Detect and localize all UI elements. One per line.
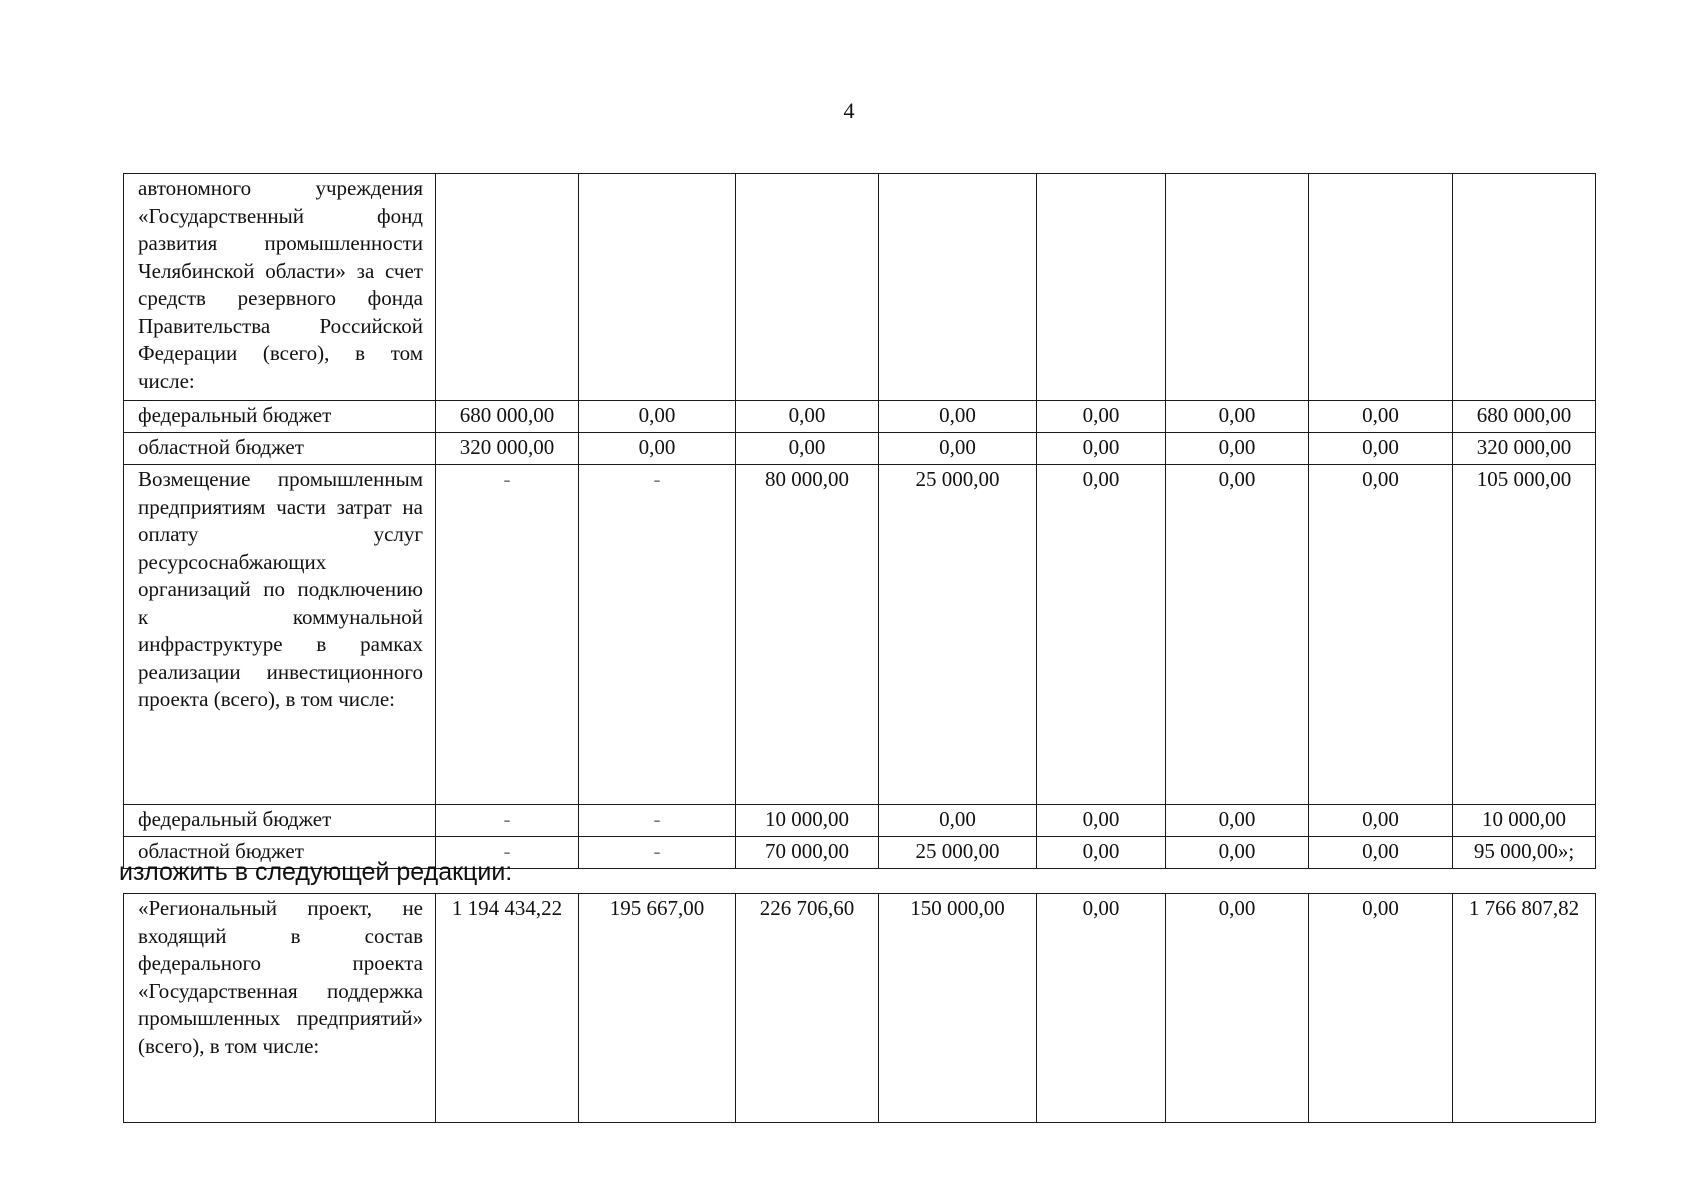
row-description: Возмещение промышленным предприятиям части затрат на оплату услуг ресурсоснабжающих организаций по подключению к коммунальной инфраструктуре в рамках реализации инвестиционного проекта (всего), в том числе: xyxy=(124,465,436,805)
value-cell: 95 000,00»; xyxy=(1453,837,1596,869)
value-cell: 0,00 xyxy=(736,401,879,433)
value-cell: 105 000,00 xyxy=(1453,465,1596,805)
value-cell: 0,00 xyxy=(1037,805,1166,837)
value-cell: 0,00 xyxy=(1309,837,1453,869)
table-row xyxy=(124,433,1596,465)
value-cell: 0,00 xyxy=(1309,465,1453,805)
value-cell: 150 000,00 xyxy=(879,894,1037,1123)
value-cell xyxy=(1453,174,1596,401)
table-row xyxy=(124,465,1596,805)
value-cell xyxy=(436,174,579,401)
table-row xyxy=(124,401,1596,433)
value-cell: 320 000,00 xyxy=(1453,433,1596,465)
page-number: 4 xyxy=(843,98,855,123)
value-cell: 0,00 xyxy=(579,401,736,433)
value-cell xyxy=(1037,174,1166,401)
value-cell: 0,00 xyxy=(1166,837,1309,869)
value-cell xyxy=(1309,174,1453,401)
value-cell: 0,00 xyxy=(1037,433,1166,465)
value-cell: 0,00 xyxy=(1166,465,1309,805)
row-description: «Региональный проект, не входящий в состав федерального проекта «Государственная поддержка промышленных предприятий» (всего), в том числе: xyxy=(124,894,436,1123)
value-cell: 25 000,00 xyxy=(879,465,1037,805)
value-cell: - xyxy=(579,837,736,869)
value-cell: 0,00 xyxy=(1309,401,1453,433)
value-cell xyxy=(879,174,1037,401)
value-cell xyxy=(579,174,736,401)
value-cell: - xyxy=(579,465,736,805)
value-cell: 680 000,00 xyxy=(436,401,579,433)
table-row xyxy=(124,894,1596,1123)
value-cell: 0,00 xyxy=(579,433,736,465)
row-description: областной бюджет xyxy=(124,837,436,869)
value-cell: 0,00 xyxy=(1037,837,1166,869)
value-cell: - xyxy=(436,465,579,805)
table-row xyxy=(124,174,1596,401)
value-cell xyxy=(736,174,879,401)
value-cell: 0,00 xyxy=(1037,465,1166,805)
value-cell xyxy=(1166,174,1309,401)
row-description: федеральный бюджет xyxy=(124,805,436,837)
value-cell: 320 000,00 xyxy=(436,433,579,465)
editorial-instruction: изложить в следующей редакции: xyxy=(119,858,513,886)
value-cell: - xyxy=(436,805,579,837)
value-cell: 0,00 xyxy=(1037,894,1166,1123)
budget-table-new xyxy=(123,893,1596,1123)
value-cell: - xyxy=(436,837,579,869)
value-cell: 70 000,00 xyxy=(736,837,879,869)
value-cell: 0,00 xyxy=(1166,805,1309,837)
value-cell: 10 000,00 xyxy=(1453,805,1596,837)
value-cell: 0,00 xyxy=(1309,433,1453,465)
value-cell: 0,00 xyxy=(1166,401,1309,433)
value-cell: 10 000,00 xyxy=(736,805,879,837)
value-cell: - xyxy=(579,805,736,837)
value-cell: 0,00 xyxy=(736,433,879,465)
value-cell: 0,00 xyxy=(1309,805,1453,837)
value-cell: 1 194 434,22 xyxy=(436,894,579,1123)
value-cell: 0,00 xyxy=(1309,894,1453,1123)
value-cell: 195 667,00 xyxy=(579,894,736,1123)
value-cell: 1 766 807,82 xyxy=(1453,894,1596,1123)
value-cell: 0,00 xyxy=(879,433,1037,465)
value-cell: 0,00 xyxy=(879,401,1037,433)
row-description: автономного учреждения «Государственный фонд развития промышленности Челябинской области» за счет средств резервного фонда Правительства Российской Федерации (всего), в том числе: xyxy=(124,174,436,401)
value-cell: 0,00 xyxy=(1166,433,1309,465)
value-cell: 0,00 xyxy=(1037,401,1166,433)
value-cell: 0,00 xyxy=(1166,894,1309,1123)
budget-table-old xyxy=(123,173,1596,869)
row-description: федеральный бюджет xyxy=(124,401,436,433)
value-cell: 0,00 xyxy=(879,805,1037,837)
row-description: областной бюджет xyxy=(124,433,436,465)
value-cell: 80 000,00 xyxy=(736,465,879,805)
value-cell: 226 706,60 xyxy=(736,894,879,1123)
value-cell: 25 000,00 xyxy=(879,837,1037,869)
value-cell: 680 000,00 xyxy=(1453,401,1596,433)
table-row xyxy=(124,805,1596,837)
